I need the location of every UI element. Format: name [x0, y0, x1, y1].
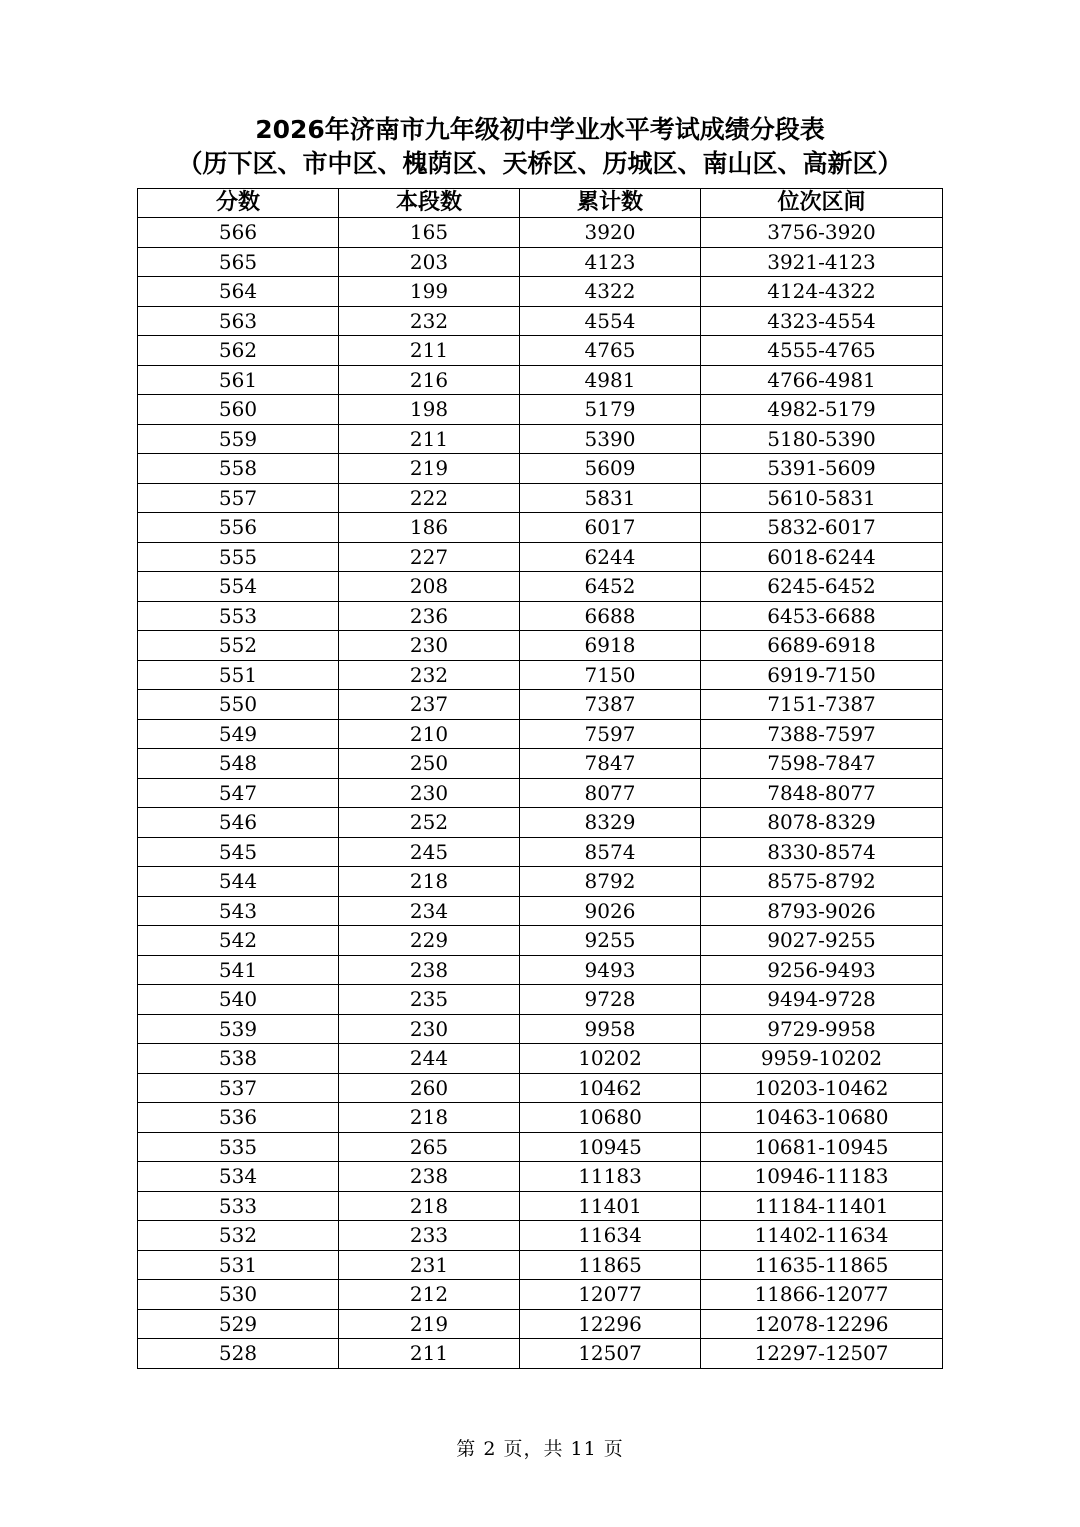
cell-segment-count: 245 — [339, 837, 520, 867]
cell-segment-count: 265 — [339, 1132, 520, 1162]
cell-rank-range: 8793-9026 — [701, 896, 943, 926]
cell-segment-count: 212 — [339, 1280, 520, 1310]
cell-score: 539 — [138, 1014, 339, 1044]
header-score: 分数 — [138, 189, 339, 218]
table-header-row — [138, 189, 943, 218]
cell-cumulative-count: 12077 — [520, 1280, 701, 1310]
cell-cumulative-count: 9026 — [520, 896, 701, 926]
cell-cumulative-count: 11865 — [520, 1250, 701, 1280]
cell-score: 556 — [138, 513, 339, 543]
cell-segment-count: 250 — [339, 749, 520, 779]
cell-rank-range: 6453-6688 — [701, 601, 943, 631]
table-row — [138, 1309, 943, 1339]
cell-rank-range: 4555-4765 — [701, 336, 943, 366]
cell-segment-count: 211 — [339, 424, 520, 454]
table-row — [138, 1132, 943, 1162]
cell-cumulative-count: 4322 — [520, 277, 701, 307]
cell-segment-count: 198 — [339, 395, 520, 425]
header-cumulative-count: 累计数 — [520, 189, 701, 218]
cell-segment-count: 244 — [339, 1044, 520, 1074]
cell-score: 548 — [138, 749, 339, 779]
cell-score: 552 — [138, 631, 339, 661]
cell-cumulative-count: 7597 — [520, 719, 701, 749]
table-row — [138, 778, 943, 808]
cell-rank-range: 10203-10462 — [701, 1073, 943, 1103]
table-row — [138, 483, 943, 513]
cell-cumulative-count: 5831 — [520, 483, 701, 513]
cell-rank-range: 3921-4123 — [701, 247, 943, 277]
cell-cumulative-count: 5390 — [520, 424, 701, 454]
cell-rank-range: 12078-12296 — [701, 1309, 943, 1339]
cell-segment-count: 230 — [339, 1014, 520, 1044]
cell-score: 555 — [138, 542, 339, 572]
cell-score: 549 — [138, 719, 339, 749]
cell-cumulative-count: 6452 — [520, 572, 701, 602]
cell-segment-count: 230 — [339, 631, 520, 661]
table-row — [138, 719, 943, 749]
table-row — [138, 1280, 943, 1310]
cell-score: 544 — [138, 867, 339, 897]
cell-cumulative-count: 6244 — [520, 542, 701, 572]
table-row — [138, 660, 943, 690]
cell-segment-count: 165 — [339, 218, 520, 248]
cell-rank-range: 7598-7847 — [701, 749, 943, 779]
cell-segment-count: 210 — [339, 719, 520, 749]
cell-segment-count: 216 — [339, 365, 520, 395]
cell-cumulative-count: 11401 — [520, 1191, 701, 1221]
cell-segment-count: 186 — [339, 513, 520, 543]
cell-score: 529 — [138, 1309, 339, 1339]
table-row — [138, 955, 943, 985]
cell-cumulative-count: 7150 — [520, 660, 701, 690]
page-subtitle: （历下区、市中区、槐荫区、天桥区、历城区、南山区、高新区） — [177, 149, 903, 178]
cell-segment-count: 199 — [339, 277, 520, 307]
cell-rank-range: 3756-3920 — [701, 218, 943, 248]
table-row — [138, 306, 943, 336]
cell-segment-count: 237 — [339, 690, 520, 720]
cell-rank-range: 6018-6244 — [701, 542, 943, 572]
cell-score: 540 — [138, 985, 339, 1015]
cell-rank-range: 4323-4554 — [701, 306, 943, 336]
cell-rank-range: 8330-8574 — [701, 837, 943, 867]
cell-score: 560 — [138, 395, 339, 425]
cell-rank-range: 8078-8329 — [701, 808, 943, 838]
cell-rank-range: 7848-8077 — [701, 778, 943, 808]
cell-score: 530 — [138, 1280, 339, 1310]
cell-score: 551 — [138, 660, 339, 690]
table-row — [138, 926, 943, 956]
cell-segment-count: 227 — [339, 542, 520, 572]
cell-rank-range: 9256-9493 — [701, 955, 943, 985]
cell-score: 537 — [138, 1073, 339, 1103]
cell-segment-count: 238 — [339, 955, 520, 985]
cell-segment-count: 235 — [339, 985, 520, 1015]
cell-cumulative-count: 4554 — [520, 306, 701, 336]
cell-cumulative-count: 4765 — [520, 336, 701, 366]
table-row — [138, 1191, 943, 1221]
cell-segment-count: 203 — [339, 247, 520, 277]
cell-segment-count: 230 — [339, 778, 520, 808]
cell-score: 532 — [138, 1221, 339, 1251]
cell-segment-count: 208 — [339, 572, 520, 602]
table-row — [138, 395, 943, 425]
cell-rank-range: 4982-5179 — [701, 395, 943, 425]
cell-segment-count: 219 — [339, 454, 520, 484]
cell-rank-range: 12297-12507 — [701, 1339, 943, 1369]
cell-rank-range: 6245-6452 — [701, 572, 943, 602]
cell-cumulative-count: 10945 — [520, 1132, 701, 1162]
cell-segment-count: 233 — [339, 1221, 520, 1251]
cell-score: 565 — [138, 247, 339, 277]
table-row — [138, 572, 943, 602]
page-footer: 第 2 页，共 11 页 — [456, 1438, 624, 1460]
cell-cumulative-count: 8329 — [520, 808, 701, 838]
cell-cumulative-count: 7387 — [520, 690, 701, 720]
score-distribution-table — [137, 188, 943, 1369]
cell-rank-range: 9729-9958 — [701, 1014, 943, 1044]
cell-cumulative-count: 3920 — [520, 218, 701, 248]
cell-rank-range: 5832-6017 — [701, 513, 943, 543]
table-row — [138, 1044, 943, 1074]
table-row — [138, 542, 943, 572]
cell-cumulative-count: 6688 — [520, 601, 701, 631]
cell-segment-count: 232 — [339, 660, 520, 690]
table-row — [138, 867, 943, 897]
cell-cumulative-count: 4123 — [520, 247, 701, 277]
cell-score: 557 — [138, 483, 339, 513]
cell-rank-range: 5180-5390 — [701, 424, 943, 454]
cell-score: 547 — [138, 778, 339, 808]
table-row — [138, 336, 943, 366]
cell-score: 542 — [138, 926, 339, 956]
cell-cumulative-count: 7847 — [520, 749, 701, 779]
table-row — [138, 1250, 943, 1280]
cell-score: 554 — [138, 572, 339, 602]
cell-segment-count: 234 — [339, 896, 520, 926]
cell-segment-count: 218 — [339, 867, 520, 897]
cell-score: 543 — [138, 896, 339, 926]
cell-rank-range: 9027-9255 — [701, 926, 943, 956]
cell-segment-count: 218 — [339, 1103, 520, 1133]
cell-cumulative-count: 6017 — [520, 513, 701, 543]
table-body — [138, 218, 943, 1369]
cell-cumulative-count: 10462 — [520, 1073, 701, 1103]
cell-rank-range: 7388-7597 — [701, 719, 943, 749]
cell-score: 559 — [138, 424, 339, 454]
cell-segment-count: 238 — [339, 1162, 520, 1192]
cell-cumulative-count: 11183 — [520, 1162, 701, 1192]
cell-cumulative-count: 5179 — [520, 395, 701, 425]
cell-segment-count: 236 — [339, 601, 520, 631]
cell-cumulative-count: 8077 — [520, 778, 701, 808]
cell-score: 535 — [138, 1132, 339, 1162]
cell-rank-range: 5391-5609 — [701, 454, 943, 484]
table-row — [138, 277, 943, 307]
cell-cumulative-count: 12296 — [520, 1309, 701, 1339]
table-row — [138, 601, 943, 631]
cell-score: 531 — [138, 1250, 339, 1280]
cell-score: 546 — [138, 808, 339, 838]
cell-rank-range: 10463-10680 — [701, 1103, 943, 1133]
table-row — [138, 1162, 943, 1192]
cell-cumulative-count: 5609 — [520, 454, 701, 484]
cell-score: 541 — [138, 955, 339, 985]
cell-segment-count: 232 — [339, 306, 520, 336]
table-row — [138, 896, 943, 926]
table-row — [138, 218, 943, 248]
cell-segment-count: 218 — [339, 1191, 520, 1221]
table-row — [138, 690, 943, 720]
cell-rank-range: 10681-10945 — [701, 1132, 943, 1162]
cell-rank-range: 6689-6918 — [701, 631, 943, 661]
cell-cumulative-count: 10680 — [520, 1103, 701, 1133]
cell-score: 553 — [138, 601, 339, 631]
cell-score: 538 — [138, 1044, 339, 1074]
cell-segment-count: 211 — [339, 1339, 520, 1369]
cell-score: 562 — [138, 336, 339, 366]
cell-cumulative-count: 9728 — [520, 985, 701, 1015]
cell-cumulative-count: 11634 — [520, 1221, 701, 1251]
page-title: 2026年济南市九年级初中学业水平考试成绩分段表 — [255, 115, 825, 144]
cell-cumulative-count: 6918 — [520, 631, 701, 661]
cell-score: 545 — [138, 837, 339, 867]
cell-cumulative-count: 8574 — [520, 837, 701, 867]
table-row — [138, 247, 943, 277]
cell-segment-count: 231 — [339, 1250, 520, 1280]
table-row — [138, 985, 943, 1015]
table-row — [138, 454, 943, 484]
cell-score: 558 — [138, 454, 339, 484]
cell-rank-range: 7151-7387 — [701, 690, 943, 720]
cell-rank-range: 4766-4981 — [701, 365, 943, 395]
cell-rank-range: 11635-11865 — [701, 1250, 943, 1280]
cell-rank-range: 9959-10202 — [701, 1044, 943, 1074]
header-segment-count: 本段数 — [339, 189, 520, 218]
table-row — [138, 1014, 943, 1044]
table-row — [138, 749, 943, 779]
cell-cumulative-count: 10202 — [520, 1044, 701, 1074]
cell-segment-count: 219 — [339, 1309, 520, 1339]
table-row — [138, 1103, 943, 1133]
cell-score: 528 — [138, 1339, 339, 1369]
cell-score: 536 — [138, 1103, 339, 1133]
table-row — [138, 424, 943, 454]
cell-cumulative-count: 9255 — [520, 926, 701, 956]
cell-rank-range: 11866-12077 — [701, 1280, 943, 1310]
cell-score: 561 — [138, 365, 339, 395]
cell-cumulative-count: 9493 — [520, 955, 701, 985]
cell-rank-range: 5610-5831 — [701, 483, 943, 513]
cell-rank-range: 8575-8792 — [701, 867, 943, 897]
table-row — [138, 808, 943, 838]
cell-rank-range: 6919-7150 — [701, 660, 943, 690]
cell-cumulative-count: 12507 — [520, 1339, 701, 1369]
table-row — [138, 631, 943, 661]
cell-score: 563 — [138, 306, 339, 336]
cell-rank-range: 11402-11634 — [701, 1221, 943, 1251]
cell-segment-count: 260 — [339, 1073, 520, 1103]
cell-rank-range: 9494-9728 — [701, 985, 943, 1015]
cell-cumulative-count: 8792 — [520, 867, 701, 897]
cell-segment-count: 222 — [339, 483, 520, 513]
table-row — [138, 1073, 943, 1103]
cell-rank-range: 4124-4322 — [701, 277, 943, 307]
table-row — [138, 365, 943, 395]
cell-score: 550 — [138, 690, 339, 720]
cell-segment-count: 211 — [339, 336, 520, 366]
table-row — [138, 837, 943, 867]
cell-rank-range: 11184-11401 — [701, 1191, 943, 1221]
table-row — [138, 1339, 943, 1369]
table-row — [138, 1221, 943, 1251]
cell-score: 564 — [138, 277, 339, 307]
header-rank-range: 位次区间 — [701, 189, 943, 218]
cell-rank-range: 10946-11183 — [701, 1162, 943, 1192]
cell-cumulative-count: 9958 — [520, 1014, 701, 1044]
cell-segment-count: 252 — [339, 808, 520, 838]
cell-segment-count: 229 — [339, 926, 520, 956]
cell-score: 534 — [138, 1162, 339, 1192]
table-row — [138, 513, 943, 543]
cell-score: 566 — [138, 218, 339, 248]
cell-score: 533 — [138, 1191, 339, 1221]
cell-cumulative-count: 4981 — [520, 365, 701, 395]
